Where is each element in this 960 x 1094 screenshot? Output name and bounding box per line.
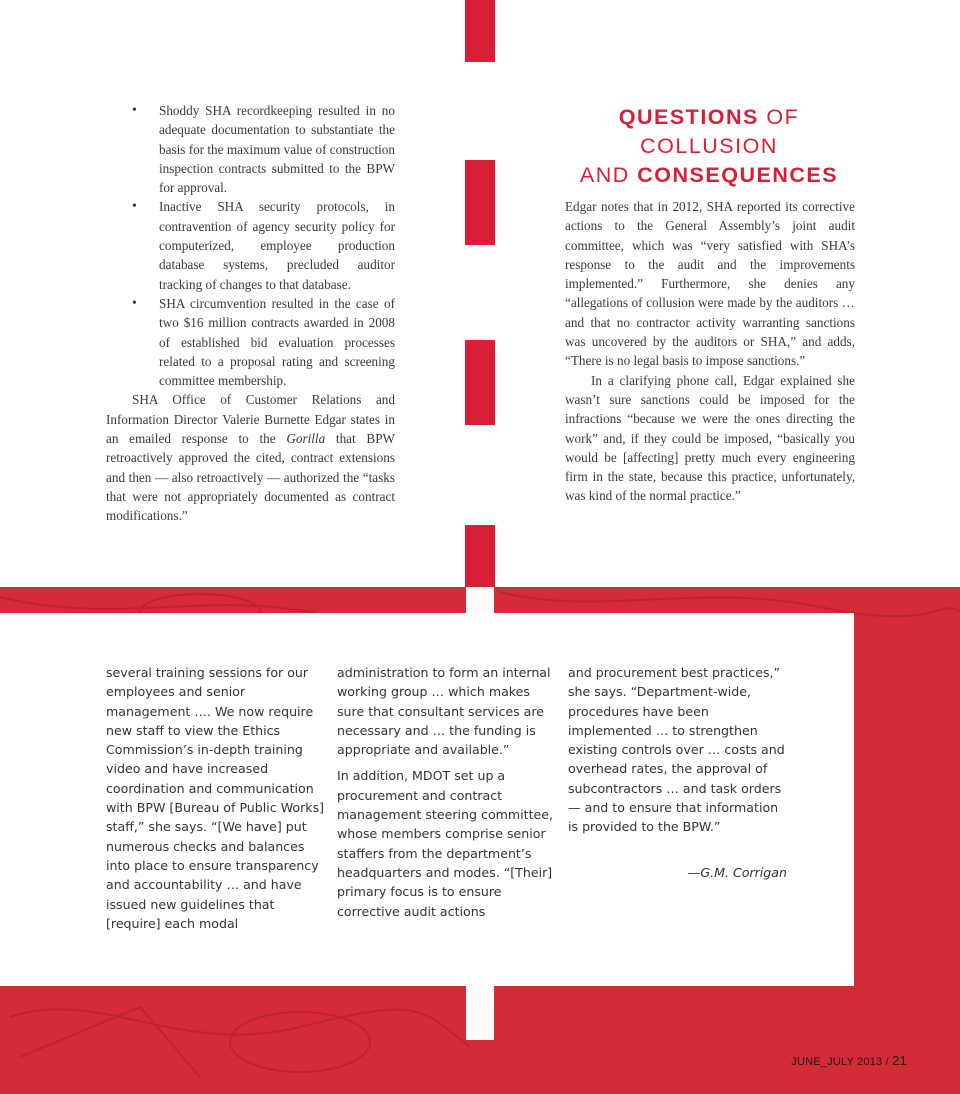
body-paragraph	[106, 390, 395, 525]
divider-bar-white-bottom	[466, 986, 494, 1040]
sidebar-paragraph: In addition, MDOT set up a procurement and contract management steering committee, whose members comprise senior staffers from the department’s headquarters and modes. “[Their] primary focus is to ensure corrective audit actions	[337, 768, 554, 919]
bullet-item	[106, 294, 395, 390]
sidebar-paragraph: administration to form an internal working group … which makes sure that consultant services are necessary and … the funding is appropriate and available.”	[337, 665, 551, 758]
headline-line-1	[563, 103, 855, 161]
divider-bar-2	[465, 160, 495, 245]
section-headline	[563, 103, 855, 190]
page-number: 21	[892, 1053, 907, 1068]
author-signature: —G.M. Corrigan	[687, 864, 787, 880]
headline-bold: QUESTIONS	[618, 105, 759, 129]
sidebar-column-2	[337, 663, 559, 921]
left-column	[106, 101, 395, 526]
body-paragraph: In a clarifying phone call, Edgar explained she wasn’t sure sanctions could be imposed for the infractions “because we were the ones directing the work” and, if they could be imposed, “basically you would be [affecting] pretty much every engineering firm in the state, because this practice, unfortunately, was kind of the normal practice.”	[565, 372, 855, 504]
para-text: SHA Office of Customer Relations and Information Director Valerie Burnette Edgar states in an emailed response to the	[106, 392, 395, 447]
bullet-text: SHA circumvention resulted in the case of two $16 million contracts awarded in 2008 of established bid evaluation processes related to a proposal rating and screening committee membership.	[159, 295, 395, 389]
sidebar-paragraph: and procurement best practices,” she says. “Department-wide, procedures have been implemented … to strengthen existing controls over … costs and overhead rates, the approval of subcontractors … and task orders — and to ensure that information is provided to the BPW.”	[568, 665, 785, 835]
bullet-glyph: •	[132, 103, 137, 118]
divider-bar-1	[465, 0, 495, 62]
bullet-text: Shoddy SHA recordkeeping resulted in no adequate documentation to substantiate the basis for the maximum value of construction inspection contracts submitted to the BPW for approval.	[159, 103, 395, 196]
divider-bar-white-top	[466, 587, 494, 613]
divider-bar-4	[465, 525, 495, 587]
bullet-glyph: •	[132, 295, 137, 311]
headline-line-2	[563, 161, 855, 190]
bullet-list	[106, 101, 395, 390]
sidebar-column-3	[568, 663, 790, 882]
bullet-item	[106, 101, 395, 197]
bullet-item	[106, 197, 395, 293]
divider-bar-3	[465, 340, 495, 425]
page-folio	[791, 1053, 907, 1068]
headline-light: OF COLLUSION	[640, 105, 800, 158]
bullet-glyph: •	[132, 199, 137, 215]
bullet-text: Inactive SHA security protocols, in contravention of agency security policy for computerized, employee production database systems, precluded auditor tracking of changes to that database.	[159, 199, 395, 292]
sidebar-paragraph: several training sessions for our employees and senior management …. We now require new staff to view the Ethics Commission’s in-depth training video and have increased coordination and communication with BPW [Bureau of Public Works] staff,” she says. “[We have] put numerous checks and balances into place to ensure transparency and accountability … and have issued new guidelines that [require] each modal	[106, 665, 325, 931]
para-text: that BPW retroactively approved the cited, contract extensions and then — also retroactively — authorized the “tasks that were not appropriately documented as contract modifications.”	[106, 431, 395, 524]
headline-light: AND	[579, 163, 638, 187]
sidebar-column-1	[106, 663, 328, 933]
body-paragraph: Edgar notes that in 2012, SHA reported its corrective actions to the General Assembly’s joint audit committee, which was “very satisfied with SHA’s response to the audit and the improvements implemented.” Furthermore, she denies any “allegations of collusion were made by the auditors … and that no contractor activity warranting sanctions was uncovered by the auditors or SHA,” and adds, “There is no legal basis to impose sanctions.”	[565, 199, 855, 369]
publication-name: Gorilla	[286, 431, 326, 447]
issue-date: JUNE_JULY 2013	[791, 1056, 883, 1068]
right-column	[565, 197, 855, 506]
folio-separator: /	[882, 1056, 893, 1068]
headline-bold: CONSEQUENCES	[637, 163, 839, 187]
